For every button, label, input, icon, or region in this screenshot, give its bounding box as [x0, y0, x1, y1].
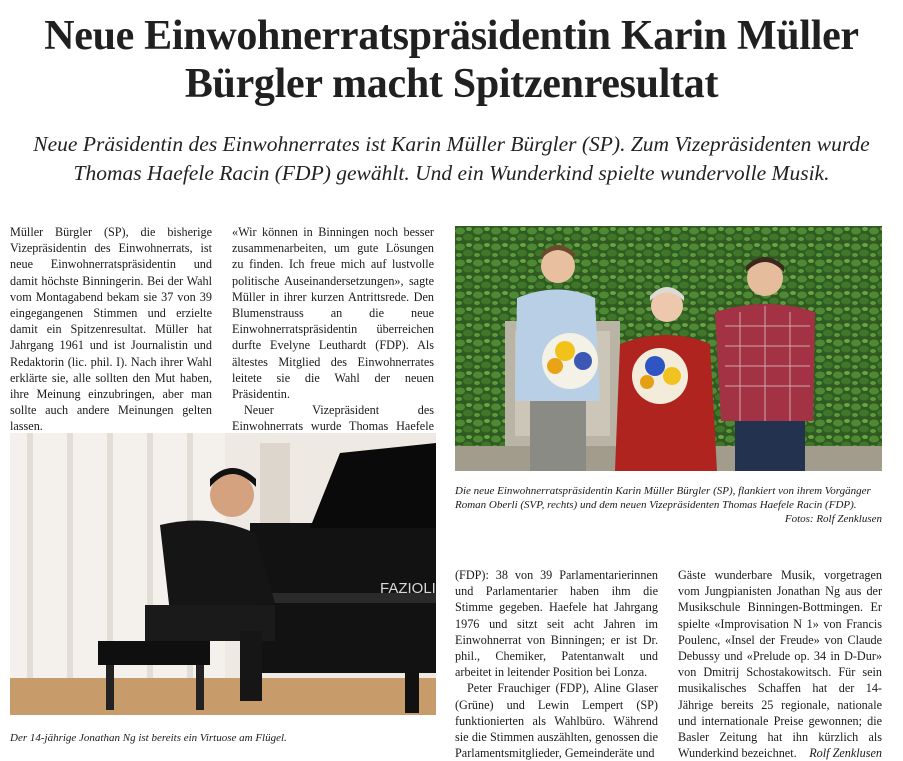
caption-text: Die neue Einwohnerratspräsidentin Karin Müller Bürgler (SP), flankiert von ihrem Vorgänger Roman Oberli (SVP, rechts) und dem neuen Vizepräsidenten Thomas Haefele Racin (FDP).	[455, 485, 871, 511]
photo-pianist	[10, 433, 436, 715]
author-signature: Rolf Zenklusen	[809, 746, 882, 761]
headline	[0, 12, 903, 108]
paragraph: (FDP): 38 von 39 Parlamentarierinnen und Parlamentarier haben ihm die Stimme gegeben. Haefele hat Jahrgang 1976 und sitzt seit acht Jahren im Einwohnerrat von Binningen; er ist Dr. phil., Chemiker, Patentanwalt und arbeitet in leitender Position bei Lonza.	[455, 568, 658, 680]
lead-paragraph	[0, 130, 903, 188]
photo-credit: Fotos: Rolf Zenklusen	[784, 513, 882, 525]
photo-caption-right	[455, 484, 882, 526]
piano-brand-label: FAZIOLI	[380, 580, 436, 597]
article-column-1	[10, 224, 212, 435]
paragraph	[678, 567, 882, 761]
lead-line-1: Neue Präsidentin des Einwohnerrates ist Karin Müller Bürgler (SP). Zum Vizepräsidenten wurde	[33, 132, 870, 156]
photo-council-presidents	[455, 226, 882, 471]
headline-line-1: Neue Einwohnerratspräsidentin Karin Müller	[44, 13, 859, 59]
paragraph: Müller Bürgler (SP), die bisherige Vizepräsidentin des Einwohnerrats, ist neue Einwohnerratspräsidentin und damit höchste Binningerin. Bei der Wahl vom Montagabend bekam sie 37 von 39 eingegangenen Stimmen und erzielte damit ein Spitzenresultat. Müller hat Jahrgang 1961 und ist Journalistin und Redaktorin (lic. phil. I). Nach ihrer Wahl erklärte sie, alle sollten den Mut haben, ihre Meinung einzubringen, aber man sollte auch andere Meinungen gelten lassen.	[10, 225, 212, 434]
paragraph: Neuer Vizepräsident des Einwohnerrats wurde Thomas Haefele	[232, 403, 434, 434]
article-column-4	[678, 567, 882, 761]
paragraph-text: Gäste wunderbare Musik, vorgetragen vom Jungpianisten Jonathan Ng aus der Musikschule Binningen-Bottmingen. Er spielte «Improvisation N 1» von Francis Poulenc, «Insel der Freude» von Claude Debussy und «Prelude op. 34 in D-Dur» von Dmitrij Schostakowitsch. Für sein musikalisches Schaffen hat der 14-Jährige bereits 25 regionale, nationale und internationale Preise gewonnen; die Basler Zeitung hat ihn kürzlich als Wunderkind bezeichnet.	[678, 568, 882, 761]
article-column-3	[455, 567, 658, 761]
lead-line-2: Thomas Haefele Racin (FDP) gewählt. Und ein Wunderkind spielte wundervolle Musik.	[73, 161, 830, 185]
paragraph: Peter Frauchiger (FDP), Aline Glaser (Grüne) und Lewin Lempert (SP) funktionierten als Wahlbüro. Während sie die Stimmen auszählten, genossen die Parlamentsmitglieder, Gemeinderäte und	[455, 681, 658, 761]
headline-line-2: Bürgler macht Spitzenresultat	[184, 61, 719, 107]
photo-caption-left: Der 14-jährige Jonathan Ng ist bereits ein Virtuose am Flügel.	[10, 732, 287, 744]
paragraph: «Wir können in Binningen noch besser zusammenarbeiten, um gute Lösungen zu finden. Ich freue mich auf lustvolle politische Auseinandersetzungen», sagte Müller in ihrer kurzen Antrittsrede. Den Blumenstrauss an die neue Einwohnerratspräsidentin überreichen durfte Evelyne Leuthardt (FDP). Als ältestes Mitglied des Einwohnerrates leitete sie die Wahl der neuen Präsidentin.	[232, 225, 434, 402]
article-column-2	[232, 224, 434, 451]
